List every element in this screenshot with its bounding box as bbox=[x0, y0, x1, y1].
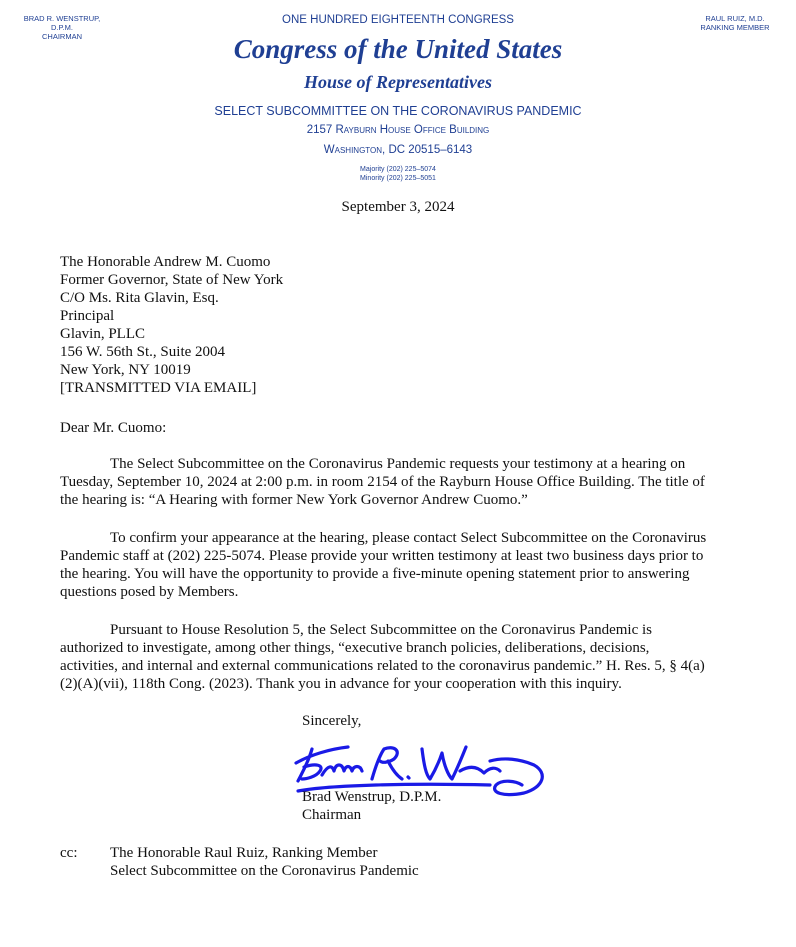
chairman-name: BRAD R. WENSTRUP, D.P.M. bbox=[23, 14, 101, 32]
salutation: Dear Mr. Cuomo: bbox=[60, 420, 167, 436]
address-line: New York, NY 10019 bbox=[60, 362, 191, 378]
closing: Sincerely, bbox=[302, 713, 362, 729]
address-line: Principal bbox=[60, 308, 115, 324]
address-line: The Honorable Andrew M. Cuomo bbox=[60, 254, 271, 270]
address-line: C/O Ms. Rita Glavin, Esq. bbox=[60, 290, 219, 306]
cc-line: The Honorable Raul Ruiz, Ranking Member bbox=[110, 845, 378, 861]
ranking-member-title: RANKING MEMBER bbox=[700, 23, 770, 32]
address-line: 156 W. 56th St., Suite 2004 bbox=[60, 344, 226, 360]
subcommittee-name: SELECT SUBCOMMITTEE ON THE CORONAVIRUS PANDEMIC bbox=[214, 104, 582, 118]
office-building: 2157 Rayburn House Office Building bbox=[306, 124, 490, 136]
majority-phone: Majority (202) 225–5074 bbox=[360, 166, 436, 173]
signer-block bbox=[302, 788, 441, 824]
office-city: Washington, DC 20515–6143 bbox=[323, 144, 473, 156]
phone-block bbox=[300, 166, 496, 183]
signer-name: Brad Wenstrup, D.P.M. bbox=[302, 789, 442, 805]
cc-label: cc: bbox=[60, 845, 78, 861]
congress-number: ONE HUNDRED EIGHTEENTH CONGRESS bbox=[282, 14, 514, 26]
address-line: Former Governor, State of New York bbox=[60, 272, 284, 288]
address-line: Glavin, PLLC bbox=[60, 326, 145, 342]
cc-line: Select Subcommittee on the Coronavirus Pandemic bbox=[110, 863, 419, 879]
house-title: House of Representatives bbox=[304, 72, 492, 92]
address-line: [TRANSMITTED VIA EMAIL] bbox=[60, 380, 257, 396]
chairman-title: CHAIRMAN bbox=[41, 32, 82, 41]
body-paragraph: The Select Subcommittee on the Coronavirus Pandemic requests your testimony at a hearing on Tuesday, September 10, 2024 at 2:00 p.m. in room 2154 of the Rayburn House Office Building. The title of the hearing is: “A Hearing with former New York Governor Andrew Cuomo.” bbox=[60, 456, 705, 508]
signer-title: Chairman bbox=[302, 807, 362, 823]
congress-title: Congress of the United States bbox=[233, 34, 563, 64]
cc-block bbox=[110, 844, 419, 880]
ranking-member-name: RAUL RUIZ, M.D. bbox=[705, 14, 765, 23]
letter-date: September 3, 2024 bbox=[341, 199, 455, 215]
recipient-address bbox=[60, 253, 560, 397]
body-paragraph: To confirm your appearance at the hearing, please contact Select Subcommittee on the Coronavirus Pandemic staff at (202) 225-5074. Please provide your written testimony at least two business days prior to the hearing. You will have the opportunity to provide a five-minute opening statement prior to answering questions posed by Members. bbox=[60, 530, 707, 600]
body-paragraph: Pursuant to House Resolution 5, the Select Subcommittee on the Coronavirus Pandemic is authorized to investigate, among other things, “executive branch policies, deliberations, decisions, activities, and internal and external communications related to the coronavirus pandemic.” H. Res. 5, § 4(a)(2)(A)(vii), 118th Cong. (2023). Thank you in advance for your cooperation with this inquiry. bbox=[60, 622, 705, 692]
minority-phone: Minority (202) 225–5051 bbox=[360, 174, 436, 182]
